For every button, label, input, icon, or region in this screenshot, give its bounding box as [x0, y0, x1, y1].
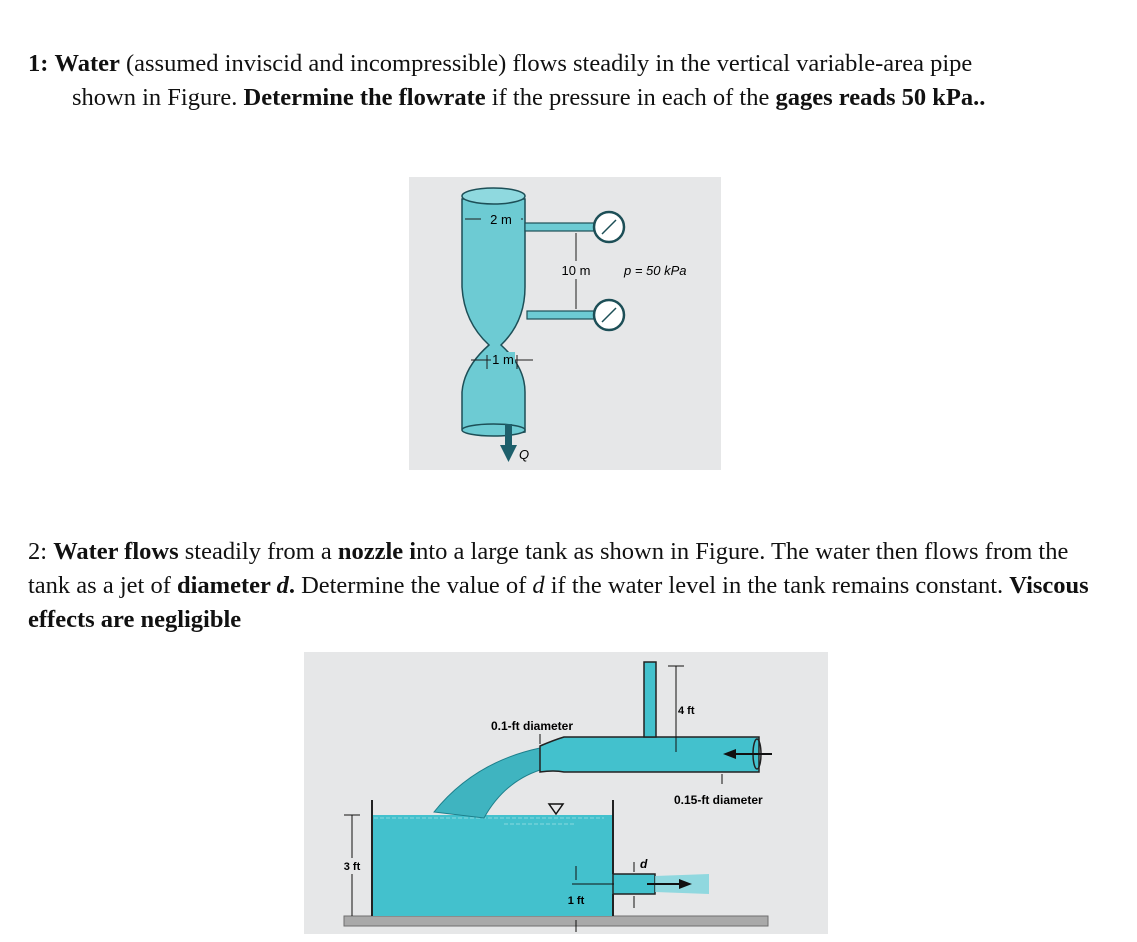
problem-1-gages: gages reads 50 kPa.. — [775, 84, 986, 111]
standpipe — [644, 662, 656, 737]
label-d: d — [640, 857, 648, 871]
problem-2-text-a: steadily from a — [178, 538, 338, 565]
problem-2-d2: d — [532, 572, 545, 599]
label-1ft: 1 ft — [567, 895, 585, 907]
problem-1-text-a: (assumed inviscid and incompressible) flows steadily in the vertical variable-area pipe — [119, 50, 973, 77]
problem-1-determine: Determine the flowrate — [243, 84, 486, 111]
label-nozzle-diameter: 0.1-ft diameter — [491, 719, 574, 733]
problem-2-viscous: Viscous effects are negligible — [28, 572, 1089, 633]
problem-2-text-e: if the water level in the tank remains constant. — [544, 572, 1010, 599]
label-10m: 10 m — [561, 263, 591, 278]
nozzle-jet — [434, 748, 540, 818]
upper-gage-tap — [525, 223, 595, 231]
label-pipe-diameter: 0.15-ft diameter — [674, 793, 763, 807]
pipe-bottom-opening — [462, 424, 525, 436]
problem-2-d: d — [276, 572, 289, 599]
problem-1-water: Water — [54, 50, 120, 77]
ground — [344, 916, 768, 926]
problem-2-text-b: nto a large tank as shown in Figure. The water then flows from the tank as a jet of — [28, 538, 1069, 599]
pipe-top-opening — [462, 188, 525, 204]
problem-1-text-c: if the pressure in each of the — [485, 84, 776, 111]
problem-2-text-c: Determine the value of — [294, 572, 533, 599]
label-2m: 2 m — [490, 212, 512, 227]
problem-1-text-b: shown in Figure. — [72, 84, 244, 111]
figure-2-drawing — [304, 652, 828, 934]
problem-2-dot: . — [288, 572, 295, 599]
lower-gage-tap — [527, 311, 595, 319]
label-1m: 1 m — [492, 352, 514, 367]
problem-2-diameter: diameter — [177, 572, 277, 599]
pipe-body — [462, 199, 525, 435]
problem-2-number: 2: — [28, 538, 54, 565]
label-3ft: 3 ft — [343, 861, 361, 873]
figure-1-vertical-pipe — [409, 177, 721, 470]
problem-2-nozzle: nozzle i — [337, 538, 417, 565]
problem-2-text — [28, 535, 1110, 637]
figure-2-nozzle-tank — [304, 652, 828, 934]
label-4ft: 4 ft — [678, 705, 695, 717]
problem-1-number: 1: — [28, 50, 49, 77]
figure-1-drawing — [409, 177, 721, 470]
label-pressure: p = 50 kPa — [624, 263, 687, 278]
label-flow-q: Q — [519, 447, 530, 462]
problem-1-text — [28, 47, 1110, 115]
problem-2-water-flows: Water flows — [53, 538, 179, 565]
